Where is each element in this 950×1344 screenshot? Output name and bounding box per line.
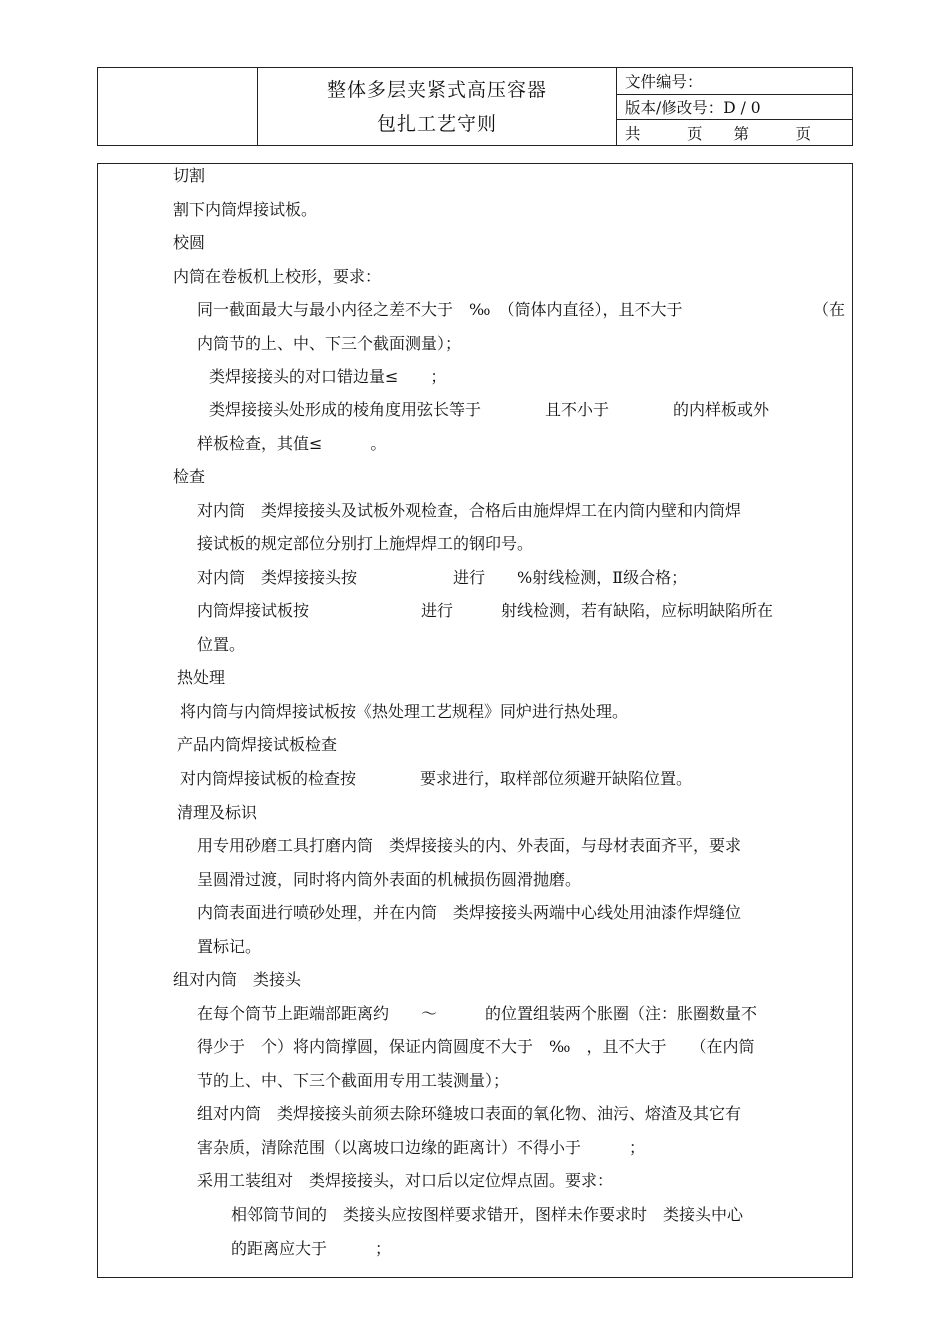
procedure-line: [197, 1104, 845, 1124]
header-meta-cell: [617, 68, 852, 145]
procedure-line: [197, 903, 845, 923]
header-logo-cell: [98, 68, 258, 145]
procedure-line: 节的上、中、下三个截面用专用工装测量）；: [197, 1071, 510, 1090]
procedure-line: [197, 501, 845, 521]
procedure-line: [231, 1205, 845, 1225]
procedure-line: [197, 836, 845, 856]
procedure-line: 产品内筒焊接试板检查: [177, 735, 338, 754]
page-count-field: 共 页 第 页: [617, 119, 852, 145]
text-segment: 内筒焊接试板按 进行 射线检测，若有缺陷，应标明缺陷所在: [197, 601, 774, 620]
text-segment: 对内筒 类焊接接头及试板外观检查，合格后由施焊焊工在内筒内壁和内筒焊: [197, 501, 742, 520]
procedure-line: 采用工装组对 类焊接接头，对口后以定位焊点固。要求：: [197, 1171, 614, 1190]
procedure-line: 接试板的规定部位分别打上施焊焊工的钢印号。: [197, 534, 534, 553]
procedure-line: 类焊接接头的对口错边量≤ ；: [209, 367, 447, 386]
text-segment: 类焊接接头处形成的棱角度用弦长等于 且不小于 的内样板或外: [209, 400, 770, 419]
text-segment: （在: [812, 300, 845, 319]
procedure-line: 将内筒与内筒焊接试板按《热处理工艺规程》同炉进行热处理。: [180, 702, 629, 721]
procedure-line: 校圆: [173, 233, 206, 252]
procedure-line: 内筒节的上、中、下三个截面测量）；: [197, 334, 462, 353]
text-segment: 同一截面最大与最小内径之差不大于 ‰ （筒体内直径），且不大于: [197, 300, 715, 319]
procedure-line: 割下内筒焊接试板。: [173, 200, 318, 219]
procedure-line: 样板检查，其值≤ 。: [197, 434, 387, 453]
procedure-line: 呈圆滑过渡，同时将内筒外表面的机械损伤圆滑抛磨。: [197, 870, 582, 889]
procedure-line: 检查: [173, 467, 206, 486]
procedure-line: [197, 300, 845, 320]
header-table: [97, 67, 853, 146]
text-segment: 在每个筒节上距端部距离约 ～ 的位置组装两个胀圈（注：胀圈数量不: [197, 1004, 758, 1023]
procedure-line: 切割: [173, 166, 206, 185]
doc-title-line1: 整体多层夹紧式高压容器: [326, 78, 547, 101]
procedure-line: 的距离应大于 ；: [231, 1239, 392, 1258]
procedure-line: 置标记。: [197, 937, 262, 956]
text-segment: 得少于 个）将内筒撑圆，保证内筒圆度不大于 ‰ ，且不大于 （在内筒: [197, 1037, 755, 1056]
procedure-line: 内筒在卷板机上校形，要求：: [173, 267, 382, 286]
procedure-line: 热处理: [177, 668, 226, 687]
procedure-line: [209, 400, 845, 420]
doc-title-line2: 包扎工艺守则: [376, 112, 497, 135]
header-title-cell: [258, 68, 617, 145]
procedure-line: [197, 601, 845, 621]
procedure-line: 对内筒焊接试板的检查按 要求进行，取样部位须避开缺陷位置。: [180, 769, 693, 788]
procedure-line: 对内筒 类焊接接头按 进行 %射线检测，Ⅱ级合格；: [197, 568, 688, 587]
text-segment: 组对内筒 类焊接接头前须去除环缝坡口表面的氧化物、油污、熔渣及其它有: [197, 1104, 742, 1123]
doc-number-field: 文件编号：: [625, 72, 703, 91]
procedure-line: [197, 1037, 845, 1057]
procedure-line: 组对内筒 类接头: [173, 970, 302, 989]
procedure-line: 位置。: [197, 635, 246, 654]
text-segment: 用专用砂磨工具打磨内筒 类焊接接头的内、外表面，与母材表面齐平，要求: [197, 836, 742, 855]
procedure-line: 清理及标识: [177, 803, 258, 822]
version-field: 版本/修改号：D / 0: [617, 94, 852, 120]
text-segment: 内筒表面进行喷砂处理，并在内筒 类焊接接头两端中心线处用油漆作焊缝位: [197, 903, 742, 922]
procedure-line: 害杂质，清除范围（以离坡口边缘的距离计）不得小于 ；: [197, 1138, 646, 1157]
procedure-line: [197, 1004, 845, 1024]
text-segment: 相邻筒节间的 类接头应按图样要求错开，图样未作要求时 类接头中心: [231, 1205, 744, 1224]
